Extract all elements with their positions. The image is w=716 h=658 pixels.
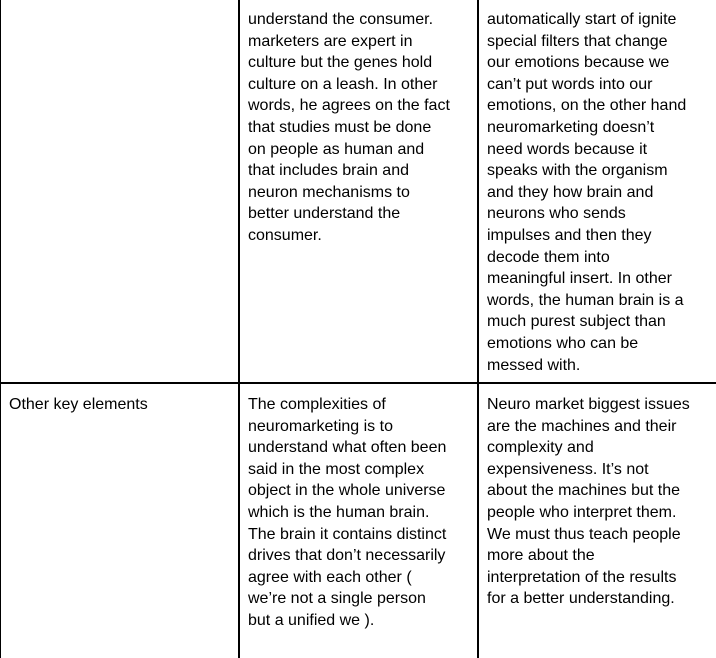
row2-middle-cell-text: The complexities of neuromarketing is to understand what often been said in the most complex object in the whole universe which is the human brain. The brain it contains distinct drives that don’t necessarily agree with each other ( we’re not a single person but a unified we ).: [248, 396, 447, 629]
row1-middle-cell-text: understand the consumer. marketers are expert in culture but the genes hold culture on a leash. In other words, he agrees on the fact that studies must be done on people as human and that includes brain and neuron mechanisms to better understand the consumer.: [248, 11, 450, 244]
column-divider-1: [238, 0, 240, 658]
left-border: [0, 0, 1, 658]
row2-label-cell: Other key elements: [9, 396, 148, 413]
row1-right-cell-text: automatically start of ignite special filters that change our emotions because we can’t put words into our emotions, on the other hand neuromarketing doesn’t need words because it speaks with the organism and they how brain and neurons who sends impulses and then they decode them into meaningful insert. In other words, the human brain is a much purest subject than emotions who can be messed with.: [487, 11, 687, 374]
row-divider: [0, 382, 716, 384]
column-divider-2: [477, 0, 479, 658]
row2-right-cell-text: Neuro market biggest issues are the machines and their complexity and expensiveness. It’s not about the machines but the people who interpret them. We must thus teach people more about the interpretation of the results for a better understanding.: [487, 396, 690, 608]
